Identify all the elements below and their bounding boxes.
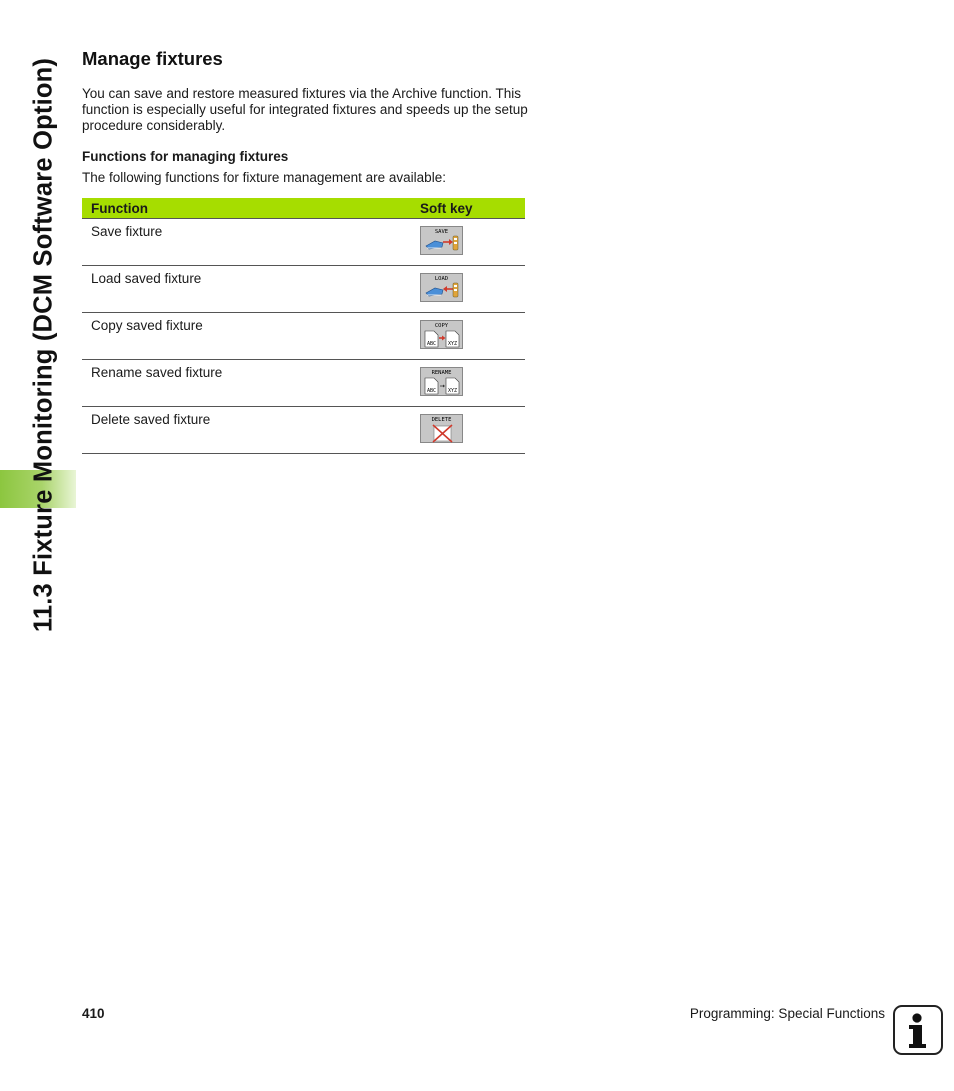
section-title: Manage fixtures: [82, 48, 223, 69]
lead-paragraph: The following functions for fixture management are available:: [82, 170, 446, 185]
table-row: [82, 360, 525, 407]
softkey-label: SAVE: [434, 229, 449, 235]
table-row: [82, 313, 525, 360]
page-number: 410: [82, 1006, 105, 1021]
rename-softkey[interactable]: [420, 367, 463, 396]
function-name: Load saved fixture: [82, 266, 420, 313]
delete-softkey[interactable]: [420, 414, 463, 443]
header-function: Function: [82, 198, 420, 219]
functions-table: [82, 198, 525, 454]
function-name: Save fixture: [82, 219, 420, 266]
softkey-label: DELETE: [431, 417, 452, 423]
table-row: [82, 266, 525, 313]
table-row: [82, 407, 525, 454]
subheading: Functions for managing fixtures: [82, 149, 289, 164]
load-softkey[interactable]: [420, 273, 463, 302]
file-to: XYZ: [447, 388, 458, 394]
footer-chapter: Programming: Special Functions: [689, 1006, 885, 1021]
function-name: Rename saved fixture: [82, 360, 420, 407]
intro-paragraph: You can save and restore measured fixtures via the Archive function. This function is especially useful for integrated fixtures and speeds up the setup procedure considerably.: [82, 86, 528, 134]
table-row: [82, 219, 525, 266]
softkey-label: LOAD: [434, 276, 449, 282]
function-name: Delete saved fixture: [82, 407, 420, 454]
file-from: ABC: [426, 341, 437, 347]
function-name: Copy saved fixture: [82, 313, 420, 360]
save-softkey[interactable]: [420, 226, 463, 255]
table-header-row: [82, 198, 525, 219]
file-to: XYZ: [447, 341, 458, 347]
chapter-title: 11.3 Fixture Monitoring (DCM Software Option): [29, 57, 58, 633]
file-from: ABC: [426, 388, 437, 394]
softkey-label: RENAME: [431, 370, 452, 376]
info-icon: [893, 1005, 943, 1055]
header-softkey: Soft key: [420, 198, 525, 219]
softkey-label: COPY: [434, 323, 449, 329]
copy-softkey[interactable]: [420, 320, 463, 349]
